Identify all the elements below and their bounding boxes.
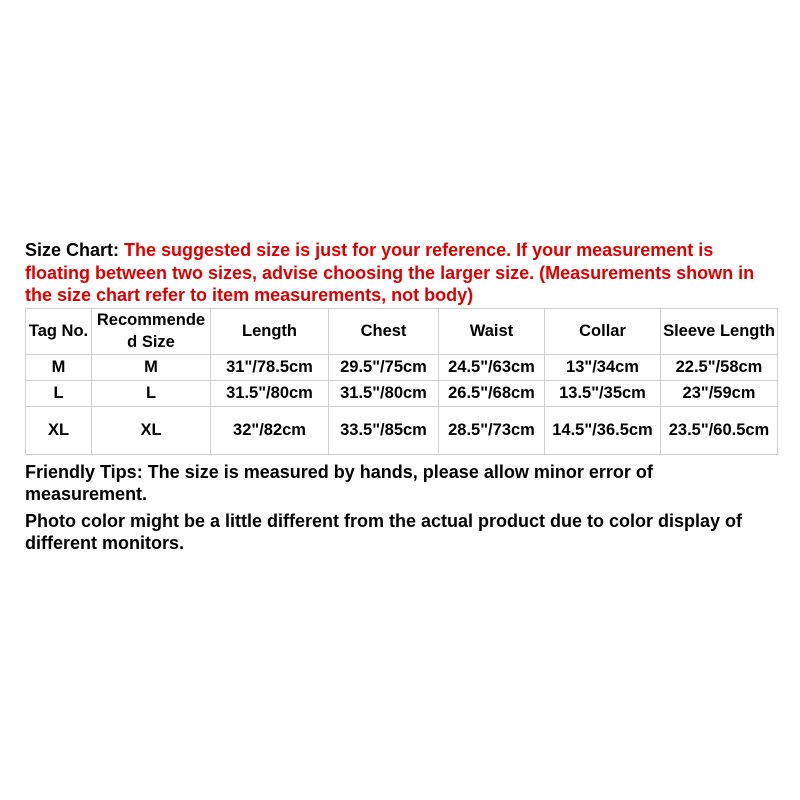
cell-length: 31.5"/80cm bbox=[211, 380, 329, 406]
size-table bbox=[25, 308, 778, 455]
cell-tag-no: L bbox=[26, 380, 92, 406]
cell-sleeve-length: 23.5"/60.5cm bbox=[661, 406, 778, 454]
cell-recommended-size: L bbox=[92, 380, 211, 406]
size-chart-label: Size Chart: bbox=[25, 240, 120, 260]
cell-collar: 13.5"/35cm bbox=[545, 380, 661, 406]
cell-collar: 14.5"/36.5cm bbox=[545, 406, 661, 454]
cell-tag-no: XL bbox=[26, 406, 92, 454]
header-tag-no: Tag No. bbox=[26, 308, 92, 354]
header-sleeve-length: Sleeve Length bbox=[661, 308, 778, 354]
cell-sleeve-length: 22.5"/58cm bbox=[661, 354, 778, 380]
header-collar: Collar bbox=[545, 308, 661, 354]
table-row bbox=[26, 380, 778, 406]
table-header-row bbox=[26, 308, 778, 354]
cell-tag-no: M bbox=[26, 354, 92, 380]
cell-chest: 33.5"/85cm bbox=[329, 406, 439, 454]
cell-waist: 26.5"/68cm bbox=[439, 380, 545, 406]
header-recommended-size: Recommended Size bbox=[92, 308, 211, 354]
photo-color-note: Photo color might be a little different from the actual product due to color display of different monitors. bbox=[25, 510, 743, 553]
cell-chest: 31.5"/80cm bbox=[329, 380, 439, 406]
cell-length: 32"/82cm bbox=[211, 406, 329, 454]
table-row bbox=[26, 354, 778, 380]
size-chart-note: The suggested size is just for your reference. If your measurement is floating between two sizes, advise choosing the larger size. (Measurements shown in the size chart refer to item measurements, not body) bbox=[25, 240, 755, 305]
header-waist: Waist bbox=[439, 308, 545, 354]
size-chart-heading bbox=[25, 239, 777, 307]
cell-chest: 29.5"/75cm bbox=[329, 354, 439, 380]
cell-sleeve-length: 23"/59cm bbox=[661, 380, 778, 406]
cell-waist: 24.5"/63cm bbox=[439, 354, 545, 380]
cell-recommended-size: M bbox=[92, 354, 211, 380]
header-chest: Chest bbox=[329, 308, 439, 354]
size-chart-block bbox=[25, 239, 777, 555]
friendly-tips: Friendly Tips: The size is measured by hands, please allow minor error of measurement. bbox=[25, 461, 653, 504]
table-row bbox=[26, 406, 778, 454]
cell-length: 31"/78.5cm bbox=[211, 354, 329, 380]
header-length: Length bbox=[211, 308, 329, 354]
cell-recommended-size: XL bbox=[92, 406, 211, 454]
cell-waist: 28.5"/73cm bbox=[439, 406, 545, 454]
cell-collar: 13"/34cm bbox=[545, 354, 661, 380]
